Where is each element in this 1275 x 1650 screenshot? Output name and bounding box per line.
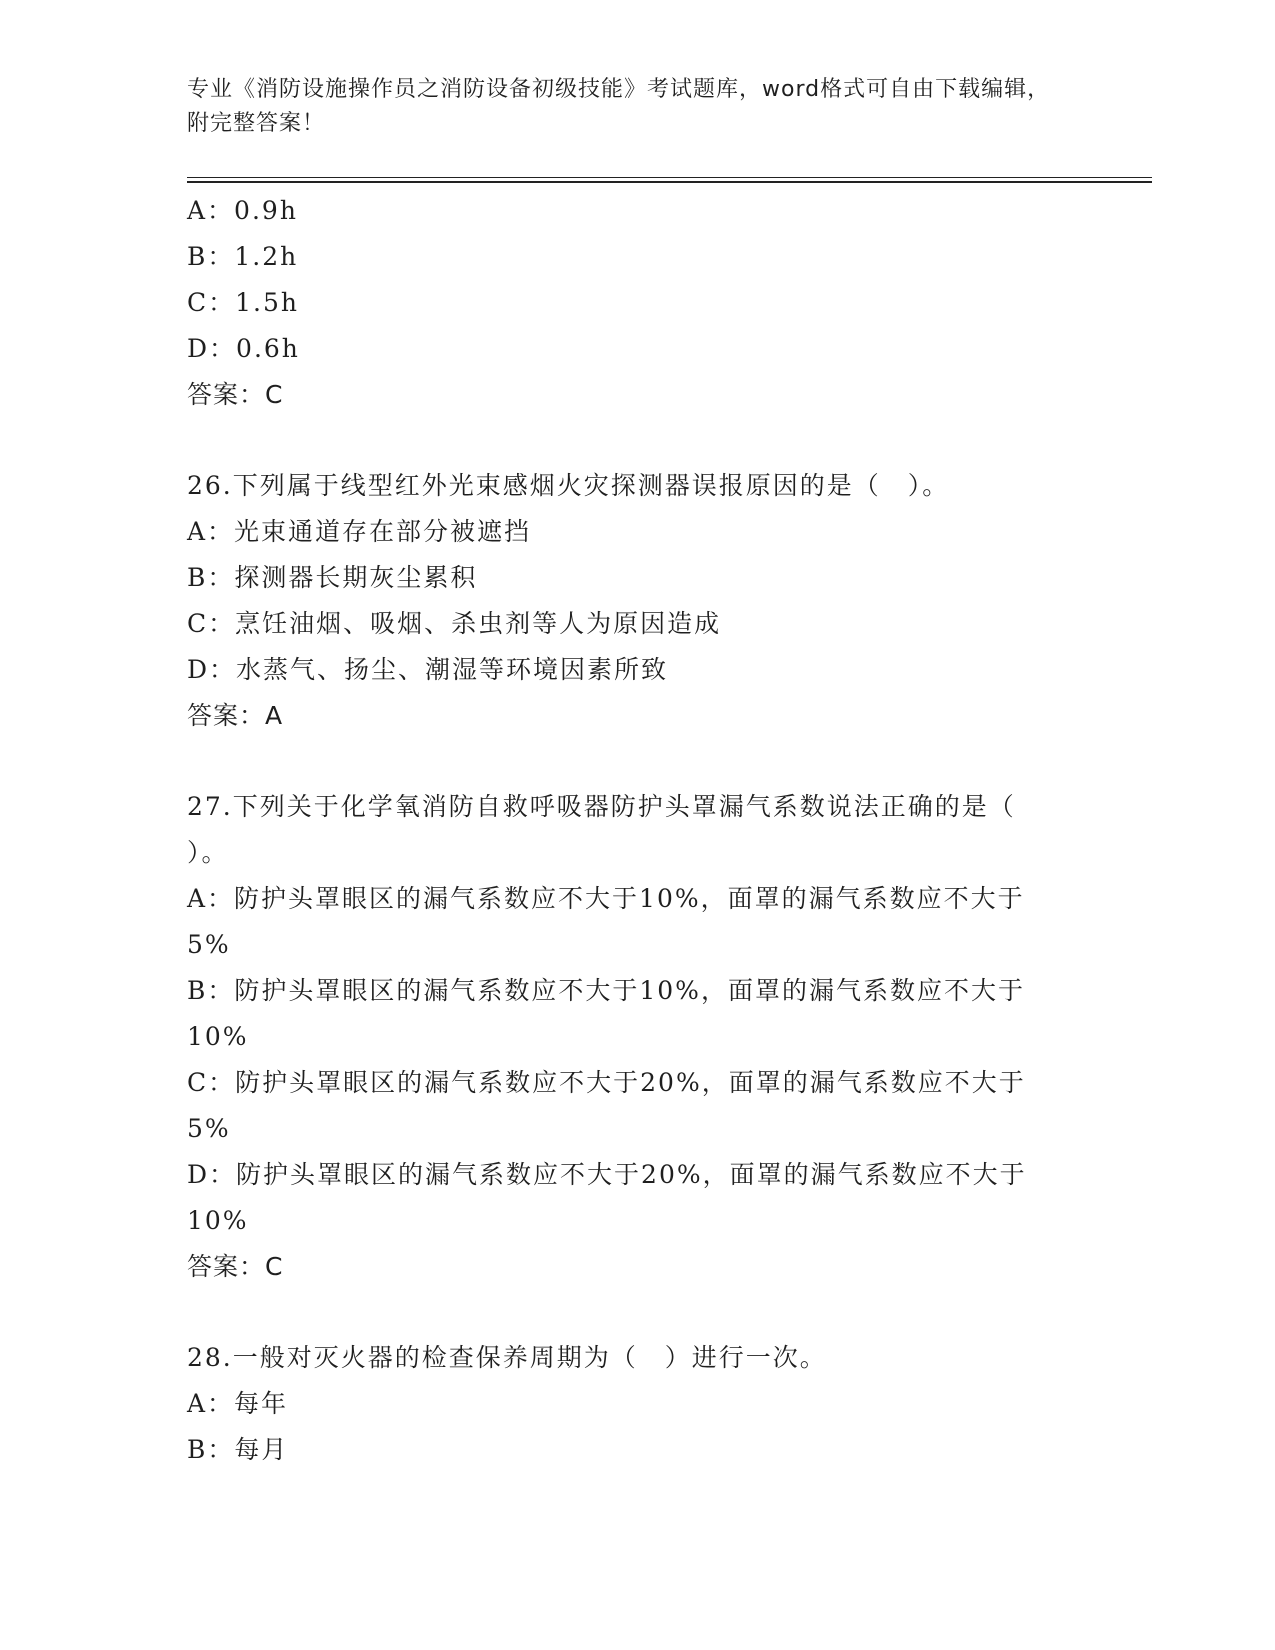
- question-28: [187, 1335, 1087, 1473]
- option-c: C：1.5h: [187, 288, 299, 317]
- option-d: D：0.6h: [187, 334, 300, 363]
- question-26: [187, 463, 1087, 739]
- question-25-continued: [187, 188, 1087, 418]
- option-a: A：光束通道存在部分被遮挡: [187, 517, 532, 546]
- option-a: A：每年: [187, 1389, 289, 1418]
- option-c-continued: 5%: [187, 1114, 231, 1143]
- option-b: B：1.2h: [187, 242, 299, 271]
- answer-label: 答案：C: [187, 380, 284, 409]
- question-stem: 28.一般对灭火器的检查保养周期为（ ）进行一次。: [187, 1343, 827, 1372]
- answer-label: 答案：A: [187, 701, 284, 730]
- question-stem: 27.下列关于化学氧消防自救呼吸器防护头罩漏气系数说法正确的是（: [187, 792, 1016, 821]
- option-c: C：烹饪油烟、吸烟、杀虫剂等人为原因造成: [187, 609, 722, 638]
- option-b: B：每月: [187, 1435, 289, 1464]
- question-content: [187, 188, 1087, 1473]
- header-divider-thin: [187, 177, 1152, 178]
- option-b: B：防护头罩眼区的漏气系数应不大于10%，面罩的漏气系数应不大于: [187, 976, 1025, 1005]
- option-a: A：0.9h: [187, 196, 298, 225]
- header-divider-thick: [187, 181, 1152, 183]
- option-d-continued: 10%: [187, 1206, 249, 1235]
- option-b: B：探测器长期灰尘累积: [187, 563, 478, 592]
- option-d: D：水蒸气、扬尘、潮湿等环境因素所致: [187, 655, 669, 684]
- question-27: [187, 784, 1087, 1290]
- option-b-continued: 10%: [187, 1022, 249, 1051]
- option-a: A：防护头罩眼区的漏气系数应不大于10%，面罩的漏气系数应不大于: [187, 884, 1025, 913]
- option-d: D：防护头罩眼区的漏气系数应不大于20%，面罩的漏气系数应不大于: [187, 1160, 1027, 1189]
- answer-label: 答案：C: [187, 1252, 284, 1281]
- option-a-continued: 5%: [187, 930, 231, 959]
- question-stem: 26.下列属于线型红外光束感烟火灾探测器误报原因的是（ ）。: [187, 471, 950, 500]
- question-stem-continued: ）。: [187, 838, 229, 867]
- option-c: C：防护头罩眼区的漏气系数应不大于20%，面罩的漏气系数应不大于: [187, 1068, 1026, 1097]
- document-header: 专业《消防设施操作员之消防设备初级技能》考试题库，word格式可自由下载编辑，附完整答案！: [187, 77, 1051, 136]
